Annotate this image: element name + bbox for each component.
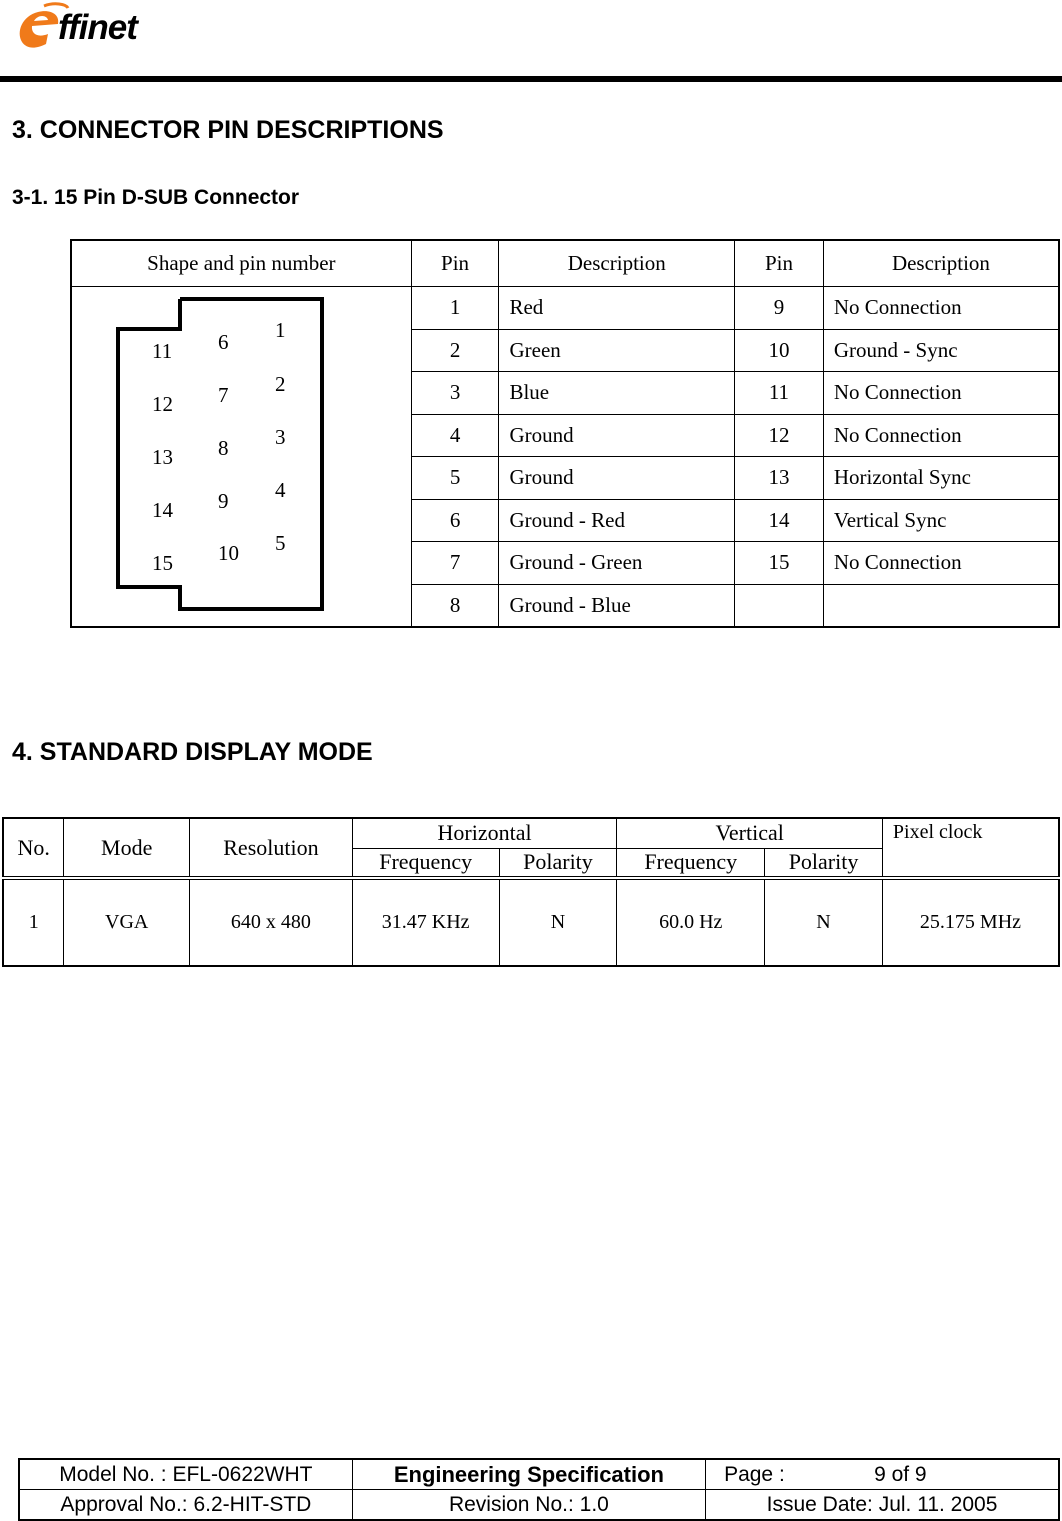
- header-shape: Shape and pin number: [71, 240, 411, 287]
- header-vertical: Vertical: [617, 818, 883, 848]
- dsub-connector-diagram: [72, 287, 412, 627]
- pin-description: Red: [499, 287, 735, 330]
- footer-spec-title: Engineering Specification: [352, 1459, 705, 1490]
- pin-description: Ground: [499, 414, 735, 457]
- pin-number: 13: [735, 457, 824, 500]
- pin-description: No Connection: [823, 372, 1059, 415]
- section-3-title: 3. CONNECTOR PIN DESCRIPTIONS: [12, 116, 444, 144]
- cell-h-polarity: N: [499, 878, 617, 966]
- section-3-1-subtitle: 3-1. 15 Pin D-SUB Connector: [12, 186, 300, 209]
- pin-number: 8: [411, 584, 499, 627]
- header-description-b: Description: [823, 240, 1059, 287]
- pin-description: Ground - Sync: [823, 329, 1059, 372]
- cell-v-polarity: N: [765, 878, 883, 966]
- pin-label: 10: [218, 541, 239, 565]
- pin-number: 3: [411, 372, 499, 415]
- pin-label: 5: [275, 531, 286, 555]
- connector-shape-cell: [71, 287, 411, 628]
- header-v-frequency: Frequency: [617, 848, 765, 878]
- pin-number: 4: [411, 414, 499, 457]
- pin-label: 6: [218, 330, 229, 354]
- pin-label: 4: [275, 478, 286, 502]
- header-h-polarity: Polarity: [499, 848, 617, 878]
- pin-number: 11: [735, 372, 824, 415]
- pin-description: Ground - Red: [499, 499, 735, 542]
- display-mode-table: [2, 817, 1060, 967]
- pin-description: Ground: [499, 457, 735, 500]
- header-v-polarity: Polarity: [765, 848, 883, 878]
- cell-v-frequency: 60.0 Hz: [617, 878, 765, 966]
- mode-header-row-1: [3, 818, 1059, 848]
- footer-page-value: 9 of 9: [874, 1462, 927, 1486]
- header-mode: Mode: [64, 818, 190, 878]
- pin-description: [823, 584, 1059, 627]
- company-logo: [14, 2, 184, 58]
- section-4-title: 4. STANDARD DISPLAY MODE: [12, 738, 373, 766]
- footer-approval: Approval No.: 6.2-HIT-STD: [19, 1490, 352, 1521]
- table-header-row: [71, 240, 1059, 287]
- pin-label: 15: [152, 551, 173, 575]
- pin-label: 2: [275, 372, 286, 396]
- pin-number: 9: [735, 287, 824, 330]
- header-pin-a: Pin: [411, 240, 499, 287]
- document-footer: [18, 1458, 1060, 1521]
- pin-description: Green: [499, 329, 735, 372]
- pin-number: 15: [735, 542, 824, 585]
- footer-issue-date: Issue Date: Jul. 11. 2005: [706, 1490, 1059, 1521]
- pin-description: Horizontal Sync: [823, 457, 1059, 500]
- pin-description: Blue: [499, 372, 735, 415]
- header-resolution: Resolution: [190, 818, 353, 878]
- pin-number: 1: [411, 287, 499, 330]
- header-horizontal: Horizontal: [352, 818, 617, 848]
- pin-number: 6: [411, 499, 499, 542]
- cell-no: 1: [3, 878, 64, 966]
- cell-resolution: 640 x 480: [190, 878, 353, 966]
- table-row: [71, 287, 1059, 330]
- footer-model: Model No. : EFL-0622WHT: [19, 1459, 352, 1490]
- pin-description-table: [70, 239, 1060, 628]
- pin-description: Ground - Blue: [499, 584, 735, 627]
- pin-description: Vertical Sync: [823, 499, 1059, 542]
- footer-page: [706, 1459, 1059, 1490]
- footer-page-label: Page :: [724, 1462, 785, 1486]
- pin-number: 7: [411, 542, 499, 585]
- cell-mode: VGA: [64, 878, 190, 966]
- pin-number: 14: [735, 499, 824, 542]
- footer-row-2: [19, 1490, 1059, 1521]
- pin-description: Ground - Green: [499, 542, 735, 585]
- pin-number: 5: [411, 457, 499, 500]
- pin-label: 7: [218, 383, 229, 407]
- pin-description: No Connection: [823, 287, 1059, 330]
- header-pin-b: Pin: [735, 240, 824, 287]
- header-description-a: Description: [499, 240, 735, 287]
- cell-h-frequency: 31.47 KHz: [352, 878, 499, 966]
- footer-row-1: [19, 1459, 1059, 1490]
- pin-label: 13: [152, 445, 173, 469]
- logo-text: ffinet: [58, 8, 137, 47]
- footer-revision: Revision No.: 1.0: [352, 1490, 705, 1521]
- pin-label: 8: [218, 436, 229, 460]
- pin-label: 3: [275, 425, 286, 449]
- header-h-frequency: Frequency: [352, 848, 499, 878]
- pin-label: 11: [152, 339, 173, 363]
- pin-label: 12: [152, 392, 173, 416]
- pin-number: 2: [411, 329, 499, 372]
- table-row: [3, 878, 1059, 966]
- cell-pixel-clock: 25.175 MHz: [882, 878, 1059, 966]
- pin-number: 12: [735, 414, 824, 457]
- pin-label: 14: [152, 498, 173, 522]
- header-rule: [0, 76, 1062, 82]
- pin-number: 10: [735, 329, 824, 372]
- pin-description: No Connection: [823, 542, 1059, 585]
- pin-label: 1: [275, 318, 286, 342]
- pin-number: [735, 584, 824, 627]
- header-pixel-clock: Pixel clock: [882, 818, 1059, 878]
- pin-description: No Connection: [823, 414, 1059, 457]
- pin-label: 9: [218, 489, 229, 513]
- header-no: No.: [3, 818, 64, 878]
